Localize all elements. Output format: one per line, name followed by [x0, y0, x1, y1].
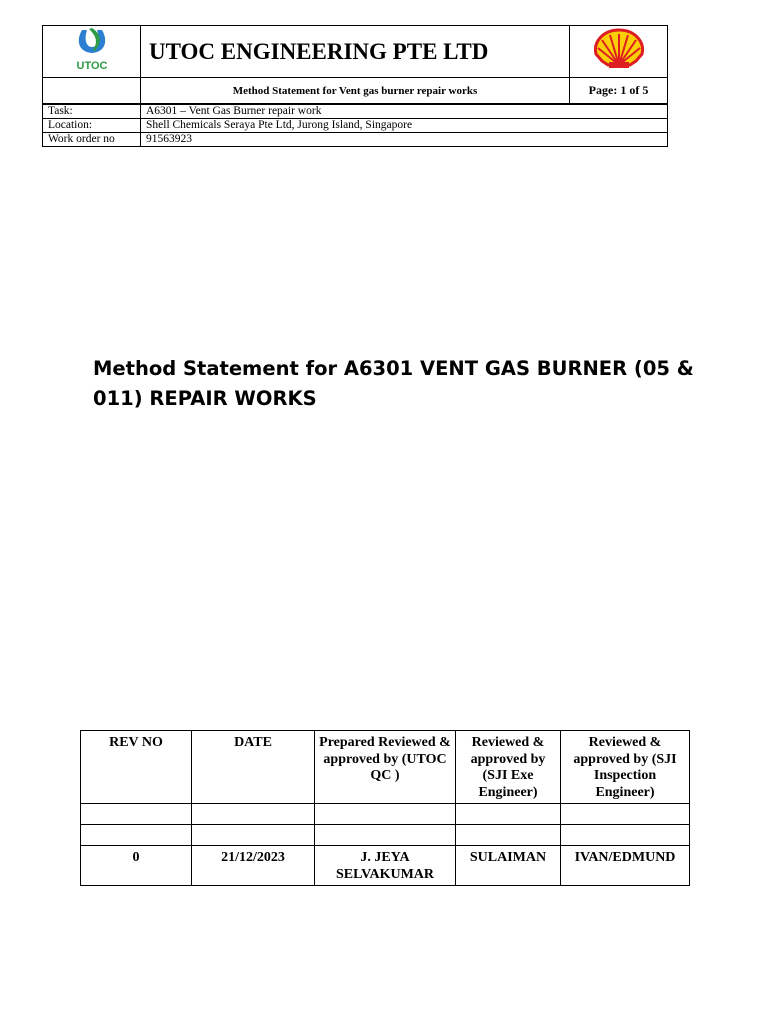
date-cell: 21/12/2023 [192, 846, 315, 886]
info-value: A6301 – Vent Gas Burner repair work [141, 105, 668, 119]
table-row [81, 804, 690, 825]
table-cell [315, 825, 456, 846]
exe-engineer-cell: SULAIMAN [456, 846, 561, 886]
shell-pecten-icon [590, 27, 648, 71]
table-cell [315, 804, 456, 825]
prepared-by-cell: J. JEYA SELVAKUMAR [315, 846, 456, 886]
info-row-work-order [43, 133, 668, 147]
utoc-logo [43, 26, 141, 78]
table-cell [192, 825, 315, 846]
company-name: UTOC ENGINEERING PTE LTD [141, 26, 570, 78]
table-cell [192, 804, 315, 825]
info-label: Task: [43, 105, 141, 119]
revision-header-row [81, 731, 690, 804]
rev-no-cell: 0 [81, 846, 192, 886]
statement-title: Method Statement for Vent gas burner repair works [141, 78, 570, 104]
info-value: 91563923 [141, 133, 668, 147]
shell-logo [570, 26, 668, 78]
table-cell [81, 804, 192, 825]
info-row-task [43, 105, 668, 119]
inspection-engineer-cell: IVAN/EDMUND [561, 846, 690, 886]
info-label: Location: [43, 119, 141, 133]
document-title: Method Statement for A6301 VENT GAS BURNER (05 & 011) REPAIR WORKS [93, 357, 694, 410]
table-row [81, 825, 690, 846]
info-label: Work order no [43, 133, 141, 147]
task-info-table [42, 104, 668, 147]
svg-text:UTOC: UTOC [76, 60, 107, 72]
table-cell [456, 825, 561, 846]
info-value: Shell Chemicals Seraya Pte Ltd, Jurong Island, Singapore [141, 119, 668, 133]
revision-table [80, 730, 690, 886]
column-header: Reviewed & approved by (SJI Inspection Engineer) [561, 731, 690, 804]
table-cell [456, 804, 561, 825]
column-header: REV NO [81, 731, 192, 804]
info-row-location [43, 119, 668, 133]
column-header: DATE [192, 731, 315, 804]
header-blank-cell [43, 78, 141, 104]
document-header [42, 25, 668, 104]
table-cell [81, 825, 192, 846]
column-header: Reviewed & approved by (SJI Exe Engineer) [456, 731, 561, 804]
utoc-logo-icon [62, 26, 122, 72]
page-number: Page: 1 of 5 [570, 78, 668, 104]
table-row [81, 846, 690, 886]
column-header: Prepared Reviewed & approved by (UTOC QC ) [315, 731, 456, 804]
table-cell [561, 804, 690, 825]
table-cell [561, 825, 690, 846]
